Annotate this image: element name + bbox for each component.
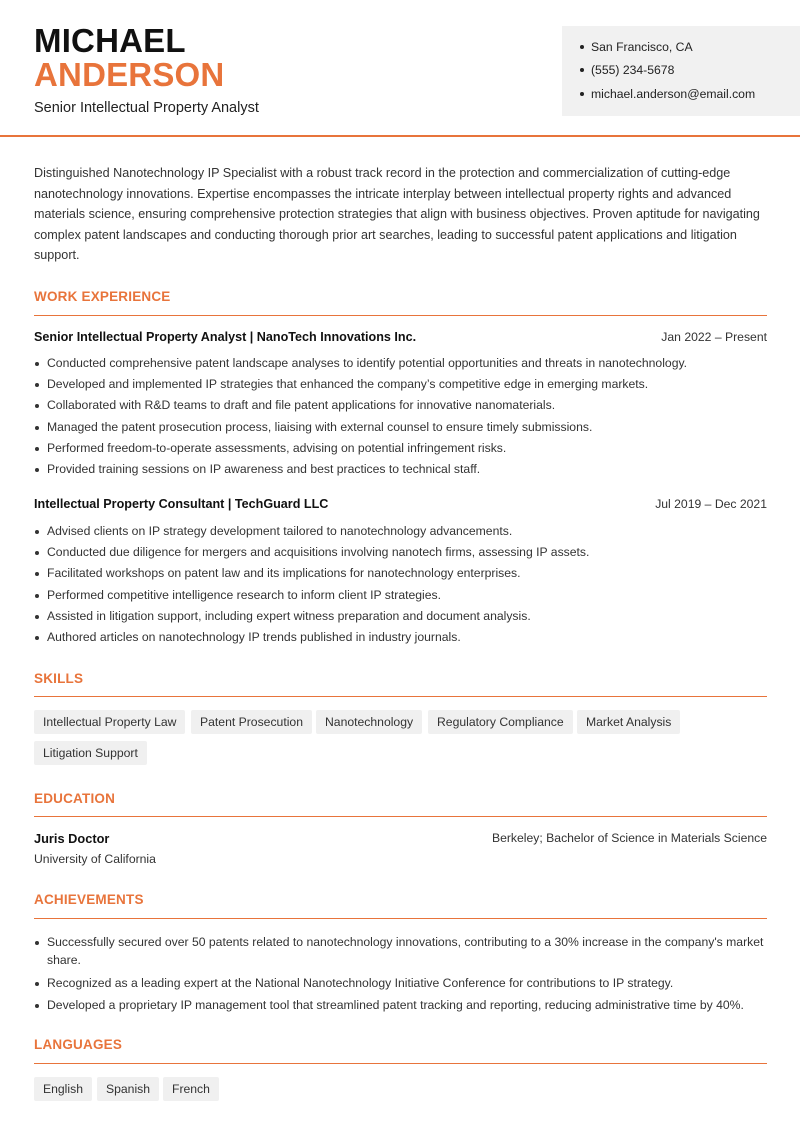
section-divider <box>34 816 767 817</box>
header-divider <box>0 135 800 137</box>
bullet-icon <box>580 68 584 72</box>
bullet-icon <box>580 45 584 49</box>
job-dates: Jan 2022 – Present <box>661 330 767 344</box>
section-divider <box>34 315 767 316</box>
section-divider <box>34 696 767 697</box>
skill-tag: Patent Prosecution <box>191 710 312 734</box>
contact-box <box>562 26 800 116</box>
language-tag: French <box>163 1077 219 1101</box>
section-title-languages: LANGUAGES <box>34 1037 123 1052</box>
profile-summary: Distinguished Nanotechnology IP Specialist with a robust track record in the protection and commercialization of cutting-edge nanotechnology innovations. Expertise encompasses the intricate interplay between intellectual property rights and advanced materials science, ensuring comprehensive protection strategies that align with business objectives. Proven aptitude for navigating complex patent landscapes and conducting thorough prior art searches, leading to successful patent applications and litigation support. <box>34 166 760 263</box>
language-tag: Spanish <box>97 1077 159 1101</box>
job-bullets <box>34 522 769 649</box>
list-item: Collaborated with R&D teams to draft and file patent applications for innovative nanomaterials. <box>34 396 769 417</box>
list-item: Conducted due diligence for mergers and acquisitions involving nanotech firms, assessing IP assets. <box>34 543 769 564</box>
language-tag: English <box>34 1077 92 1101</box>
list-item: Authored articles on nanotechnology IP trends published in industry journals. <box>34 628 769 649</box>
job-header <box>34 497 767 515</box>
section-title-skills: SKILLS <box>34 671 84 686</box>
list-item: Managed the patent prosecution process, liaising with external counsel to ensure timely submissions. <box>34 418 769 439</box>
list-item: Advised clients on IP strategy development tailored to nanotechnology advancements. <box>34 522 769 543</box>
job-role: Senior Intellectual Property Analyst | NanoTech Innovations Inc. <box>34 330 417 344</box>
list-item: Conducted comprehensive patent landscape analyses to identify potential opportunities and threats in nanotechnology. <box>34 354 769 375</box>
skill-tag: Litigation Support <box>34 741 147 765</box>
skill-tag: Regulatory Compliance <box>428 710 573 734</box>
last-name: ANDERSON <box>34 56 225 93</box>
education-detail: Berkeley; Bachelor of Science in Materials Science <box>491 831 767 845</box>
list-item: Performed freedom-to-operate assessments, advising on potential infringement risks. <box>34 439 769 460</box>
job-title: Senior Intellectual Property Analyst <box>34 100 259 116</box>
skill-tag: Intellectual Property Law <box>34 710 185 734</box>
contact-location: San Francisco, CA <box>580 40 693 54</box>
list-item: Facilitated workshops on patent law and its implications for nanotechnology enterprises. <box>34 564 769 585</box>
job-role: Intellectual Property Consultant | TechGuard LLC <box>34 497 329 511</box>
bullet-icon <box>580 92 584 96</box>
achievements-list <box>34 933 769 1019</box>
section-title-achievements: ACHIEVEMENTS <box>34 892 144 907</box>
list-item: Performed competitive intelligence research to inform client IP strategies. <box>34 586 769 607</box>
contact-phone: (555) 234-5678 <box>580 63 674 77</box>
section-title-education: EDUCATION <box>34 791 116 806</box>
section-title-work: WORK EXPERIENCE <box>34 289 171 304</box>
first-name: MICHAEL <box>34 22 186 59</box>
skill-tag: Market Analysis <box>577 710 680 734</box>
list-item: Developed a proprietary IP management tool that streamlined patent tracking and reporting, reducing administrative time by 40%. <box>34 996 769 1014</box>
job-header <box>34 330 767 348</box>
job-dates: Jul 2019 – Dec 2021 <box>655 497 767 511</box>
list-item: Successfully secured over 50 patents related to nanotechnology innovations, contributing to a 30% increase in the company's market share. <box>34 933 769 969</box>
list-item: Assisted in litigation support, including expert witness preparation and document analysis. <box>34 607 769 628</box>
list-item: Recognized as a leading expert at the National Nanotechnology Initiative Conference for contributions to IP strategy. <box>34 974 769 992</box>
section-divider <box>34 1063 767 1064</box>
education-school: University of California <box>34 852 156 866</box>
education-degree: Juris Doctor <box>34 831 110 846</box>
section-divider <box>34 918 767 919</box>
contact-email[interactable]: michael.anderson@email.com <box>580 87 755 101</box>
resume-header <box>0 0 800 137</box>
skill-tag: Nanotechnology <box>316 710 422 734</box>
list-item: Developed and implemented IP strategies that enhanced the company’s competitive edge in emerging markets. <box>34 375 769 396</box>
list-item: Provided training sessions on IP awareness and best practices to technical staff. <box>34 460 769 481</box>
job-bullets <box>34 354 769 481</box>
